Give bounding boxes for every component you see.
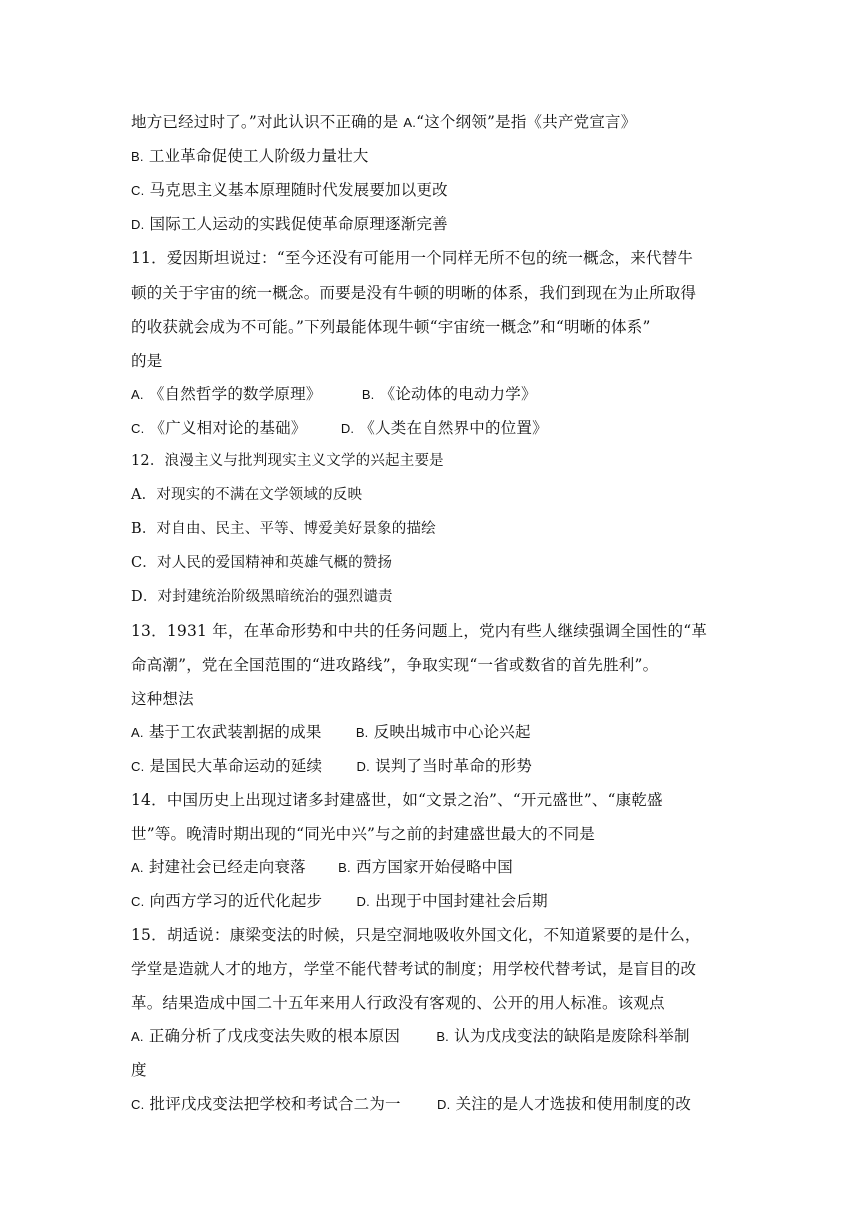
q15-option-a-text: 正确分析了戊戌变法失败的根本原因 (148, 1027, 401, 1045)
q14-options-ab (131, 857, 513, 878)
q10-option-c (131, 180, 448, 201)
q13-option-b-text: 反映出城市中心论兴起 (373, 723, 531, 741)
q15-option-b-text: 认为戊戌变法的缺陷是废除科举制 (454, 1027, 690, 1045)
q13-stem-line-3: 这种想法 (131, 690, 194, 708)
q15-stem-line-1 (131, 925, 701, 945)
q14-option-d-text: 出现于中国封建社会后期 (375, 892, 548, 910)
q13-options-cd (131, 756, 532, 777)
q13-option-a-text: 基于工农武装割据的成果 (148, 723, 322, 741)
q11-option-b-letter: B. (361, 387, 375, 402)
q11-stem-line-3: 的收获就会成为不可能。”下列最能体现牛顿“宇宙统一概念”和“明晰的体系” (131, 318, 651, 336)
q11-stem-text: 爱因斯坦说过：“至今还没有可能用一个同样无所不包的统一概念，来代替牛 (166, 249, 694, 267)
q15-options-ab (131, 1026, 690, 1047)
q11-stem-line-2: 顿的关于宇宙的统一概念。而要是没有牛顿的明晰的体系，我们到现在为止所取得 (131, 284, 697, 302)
q10-option-c-text: 马克思主义基本原理随时代发展要加以更改 (149, 181, 448, 199)
q14-stem-line-2: 世”等。晚清时期出现的“同光中兴”与之前的封建盛世最大的不同是 (131, 825, 595, 843)
q11-options-ab (131, 384, 537, 405)
q12-option-c: C．对人民的爱国精神和英雄气概的赞扬 (131, 555, 393, 571)
q14-option-c-letter: C. (131, 894, 145, 909)
q14-options-cd (131, 891, 548, 912)
q11-option-a-letter: A. (131, 387, 144, 402)
q10-option-c-letter: C. (131, 183, 145, 198)
q14-option-a-letter: A. (131, 860, 144, 875)
q10-option-b-text: 工业革命促使工人阶级力量壮大 (148, 147, 369, 165)
q13-options-ab (131, 722, 531, 743)
q11-number: 11． (131, 249, 167, 267)
q10-option-d-letter: D. (131, 217, 145, 232)
q13-number: 13． (131, 622, 167, 640)
q12-option-a: A．对现实的不满在文学领域的反映 (131, 487, 363, 503)
q15-stem-text: 胡适说：康梁变法的时候，只是空洞地吸收外国文化，不知道紧要的是什么， (166, 926, 701, 944)
q11-option-c-text: 《广义相对论的基础》 (149, 419, 307, 437)
q15-option-a-letter: A. (131, 1029, 144, 1044)
q12-option-b: B．对自由、民主、平等、博爱美好景象的描绘 (131, 521, 436, 537)
q15-stem-line-3: 革。结果造成中国二十五年来用人行政没有客观的、公开的用人标准。该观点 (131, 994, 665, 1012)
q14-stem-line-1 (131, 790, 663, 810)
q14-option-a-text: 封建社会已经走向衰落 (148, 858, 306, 876)
q15-option-b-wrap: 度 (131, 1061, 147, 1079)
q13-stem-text: 1931 年，在革命形势和中共的任务问题上，党内有些人继续强调全国性的“革 (166, 622, 708, 640)
q12-stem: 12．浪漫主义与批判现实主义文学的兴起主要是 (131, 453, 444, 469)
q13-option-a-letter: A. (131, 725, 144, 740)
q10-option-a-text: “这个纲领”是指《共产党宣言》 (416, 113, 637, 131)
q11-option-d-letter: D. (340, 421, 355, 436)
q10-option-a-letter: A. (403, 115, 417, 130)
q11-stem-line-1 (131, 248, 693, 268)
q11-stem-line-4: 的是 (131, 352, 163, 370)
q13-option-d-text: 误判了当时革命的形势 (375, 757, 533, 775)
q12-option-d: D．对封建统治阶级黑暗统治的强烈谴责 (131, 589, 393, 605)
q14-option-d-letter: D. (356, 894, 370, 909)
q13-option-b-letter: B. (355, 725, 369, 740)
q15-option-c-letter: C. (131, 1097, 145, 1112)
q10-stem-text: 地方已经过时了。”对此认识不正确的是 (131, 113, 399, 131)
q14-option-c-text: 向西方学习的近代化起步 (149, 892, 323, 910)
q11-option-a-text: 《自然哲学的数学原理》 (148, 385, 322, 403)
q11-options-cd (131, 418, 548, 439)
q15-number: 15． (131, 926, 167, 944)
q11-option-d-text: 《人类在自然界中的位置》 (359, 419, 548, 437)
q15-option-d-letter: D. (437, 1097, 451, 1112)
q11-option-b-text: 《论动体的电动力学》 (379, 385, 537, 403)
q13-stem-line-2: 命高潮”，党在全国范围的“进攻路线”，争取实现“一省或数省的首先胜利”。 (131, 656, 659, 674)
q10-option-d (131, 214, 448, 235)
q15-options-cd (131, 1094, 691, 1115)
q13-option-d-letter: D. (356, 759, 370, 774)
q14-stem-text: 中国历史上出现过诸多封建盛世，如“文景之治”、“开元盛世”、“康乾盛 (166, 791, 663, 809)
q15-option-c-text: 批评戊戌变法把学校和考试合二为一 (149, 1095, 401, 1113)
q10-option-b-letter: B. (131, 149, 144, 164)
q15-option-b-letter: B. (436, 1029, 449, 1044)
q10-option-b (131, 146, 369, 167)
q15-stem-line-2: 学堂是造就人才的地方，学堂不能代替考试的制度；用学校代替考试，是盲目的改 (131, 960, 697, 978)
q13-stem-line-1 (131, 621, 707, 641)
q14-option-b-text: 西方国家开始侵略中国 (355, 858, 513, 876)
q14-option-b-letter: B. (338, 860, 351, 875)
q10-option-d-text: 国际工人运动的实践促使革命原理逐渐完善 (149, 215, 448, 233)
q11-option-c-letter: C. (131, 421, 145, 436)
q14-number: 14． (131, 791, 167, 809)
q15-option-d-text: 关注的是人才选拔和使用制度的改 (455, 1095, 692, 1113)
q13-option-c-text: 是国民大革命运动的延续 (149, 757, 323, 775)
q13-option-c-letter: C. (131, 759, 145, 774)
q10-stem-end (131, 112, 636, 133)
